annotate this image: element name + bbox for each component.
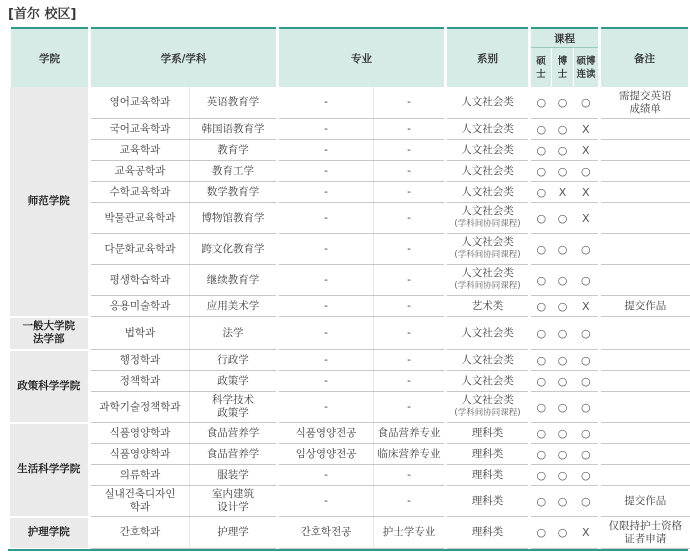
department-kr: 평생학습학과 <box>90 265 190 296</box>
course-doctor-mark: ○ <box>552 140 574 161</box>
department-kr: 법학과 <box>90 317 190 350</box>
course-master-mark: ○ <box>530 161 552 182</box>
header-course-combined: 硕博 连读 <box>574 48 600 87</box>
major-kr: - <box>278 317 374 350</box>
course-combined-mark: ○ <box>574 486 600 517</box>
major-cn: - <box>374 465 446 486</box>
table-row <box>10 234 690 265</box>
course-master-mark: ○ <box>530 465 552 486</box>
college-cell: 师范学院 <box>10 87 90 317</box>
department-cn: 科学技术 政策学 <box>190 392 278 423</box>
table-row <box>10 296 690 317</box>
department-cn: 行政学 <box>190 350 278 371</box>
course-doctor-mark: ○ <box>552 296 574 317</box>
remark-cell <box>600 317 690 350</box>
major-kr: - <box>278 161 374 182</box>
division-cell: 人文社会类 <box>446 161 530 182</box>
major-cn: 护士学专业 <box>374 517 446 549</box>
department-kr: 응용미술학과 <box>90 296 190 317</box>
major-cn: - <box>374 87 446 119</box>
remark-cell: 提交作品 <box>600 486 690 517</box>
header-courses: 课程 <box>530 28 600 48</box>
division-note: (学科间协同课程) <box>454 408 521 418</box>
header-major: 专业 <box>278 28 446 87</box>
department-cn: 食品营养学 <box>190 423 278 444</box>
course-master-mark: ○ <box>530 140 552 161</box>
major-kr: - <box>278 371 374 392</box>
course-combined-mark: X <box>574 182 600 203</box>
course-combined-mark: ○ <box>574 392 600 423</box>
major-cn: - <box>374 140 446 161</box>
course-combined-mark: X <box>574 140 600 161</box>
major-cn: - <box>374 486 446 517</box>
program-table <box>8 27 690 550</box>
department-kr: 행정학과 <box>90 350 190 371</box>
table-row <box>10 119 690 140</box>
major-kr: - <box>278 486 374 517</box>
department-cn: 政策学 <box>190 371 278 392</box>
course-doctor-mark: ○ <box>552 161 574 182</box>
table-row <box>10 392 690 423</box>
department-kr: 식품영양학과 <box>90 423 190 444</box>
major-cn: - <box>374 392 446 423</box>
department-kr: 실내건축디자인 학과 <box>90 486 190 517</box>
department-cn: 数学教育学 <box>190 182 278 203</box>
major-kr: - <box>278 182 374 203</box>
course-doctor-mark: ○ <box>552 444 574 465</box>
course-doctor-mark: ○ <box>552 265 574 296</box>
course-doctor-mark: ○ <box>552 234 574 265</box>
department-kr: 의류학과 <box>90 465 190 486</box>
course-master-mark: ○ <box>530 317 552 350</box>
course-doctor-mark: ○ <box>552 423 574 444</box>
department-kr: 박물관교육학과 <box>90 203 190 234</box>
major-cn: - <box>374 119 446 140</box>
department-cn: 法学 <box>190 317 278 350</box>
bottom-rule <box>8 549 688 551</box>
division-cell: 艺术类 <box>446 296 530 317</box>
department-kr: 수학교육학과 <box>90 182 190 203</box>
college-cell: 政策科学学院 <box>10 350 90 423</box>
remark-cell: 需提交英语 成绩单 <box>600 87 690 119</box>
table-row <box>10 87 690 119</box>
major-cn: 临床营养专业 <box>374 444 446 465</box>
department-kr: 다문화교육학과 <box>90 234 190 265</box>
division-note: (学科间协同课程) <box>454 219 521 229</box>
course-combined-mark: ○ <box>574 371 600 392</box>
department-cn: 食品营养学 <box>190 444 278 465</box>
major-kr: - <box>278 203 374 234</box>
major-kr: - <box>278 465 374 486</box>
division-cell: 人文社会类 <box>446 119 530 140</box>
major-cn: - <box>374 317 446 350</box>
major-kr: - <box>278 392 374 423</box>
department-kr: 과학기술정책학과 <box>90 392 190 423</box>
course-master-mark: ○ <box>530 234 552 265</box>
course-doctor-mark: ○ <box>552 465 574 486</box>
remark-cell <box>600 161 690 182</box>
course-doctor-mark: ○ <box>552 517 574 549</box>
course-combined-mark: ○ <box>574 350 600 371</box>
division-cell: 理科类 <box>446 465 530 486</box>
department-kr: 국어교육학과 <box>90 119 190 140</box>
table-row <box>10 371 690 392</box>
course-doctor-mark: ○ <box>552 87 574 119</box>
course-doctor-mark: ○ <box>552 486 574 517</box>
course-combined-mark: ○ <box>574 423 600 444</box>
course-master-mark: ○ <box>530 517 552 549</box>
table-row <box>10 486 690 517</box>
college-cell: 一般大学院 法学部 <box>10 317 90 350</box>
department-cn: 应用美术学 <box>190 296 278 317</box>
department-cn: 护理学 <box>190 517 278 549</box>
remark-cell <box>600 392 690 423</box>
department-cn: 教育工学 <box>190 161 278 182</box>
division-cell: 人文社会类 (学科间协同课程) <box>446 203 530 234</box>
table-row <box>10 517 690 549</box>
major-kr: 임상영양전공 <box>278 444 374 465</box>
remark-cell <box>600 203 690 234</box>
department-cn: 服装学 <box>190 465 278 486</box>
course-combined-mark: ○ <box>574 444 600 465</box>
division-note: (学科间协同课程) <box>454 250 521 260</box>
course-master-mark: ○ <box>530 392 552 423</box>
header-remarks: 备注 <box>600 28 690 87</box>
header-department: 学系/学科 <box>90 28 278 87</box>
remark-cell <box>600 140 690 161</box>
course-master-mark: ○ <box>530 296 552 317</box>
division-cell: 人文社会类 (学科间协同课程) <box>446 265 530 296</box>
division-cell: 人文社会类 <box>446 371 530 392</box>
table-row <box>10 161 690 182</box>
department-cn: 韩国语教育学 <box>190 119 278 140</box>
remark-cell <box>600 234 690 265</box>
division-cell: 理科类 <box>446 486 530 517</box>
department-kr: 교육공학과 <box>90 161 190 182</box>
course-combined-mark: ○ <box>574 465 600 486</box>
department-cn: 博物馆教育学 <box>190 203 278 234</box>
course-master-mark: ○ <box>530 371 552 392</box>
course-doctor-mark: ○ <box>552 392 574 423</box>
header-course-master: 硕 士 <box>530 48 552 87</box>
department-kr: 교육학과 <box>90 140 190 161</box>
major-kr: - <box>278 119 374 140</box>
remark-cell: 提交作品 <box>600 296 690 317</box>
major-cn: - <box>374 371 446 392</box>
major-cn: - <box>374 350 446 371</box>
major-kr: - <box>278 265 374 296</box>
course-master-mark: ○ <box>530 203 552 234</box>
department-cn: 继续教育学 <box>190 265 278 296</box>
division-cell: 人文社会类 (学科间协同课程) <box>446 234 530 265</box>
college-cell: 护理学院 <box>10 517 90 549</box>
course-master-mark: ○ <box>530 423 552 444</box>
table-row <box>10 423 690 444</box>
course-master-mark: ○ <box>530 119 552 140</box>
major-cn: 食品营养专业 <box>374 423 446 444</box>
department-cn: 英语教育学 <box>190 87 278 119</box>
table-row <box>10 465 690 486</box>
remark-cell <box>600 444 690 465</box>
table-row <box>10 317 690 350</box>
department-cn: 跨文化教育学 <box>190 234 278 265</box>
course-master-mark: ○ <box>530 444 552 465</box>
table-row <box>10 182 690 203</box>
division-cell: 理科类 <box>446 444 530 465</box>
header-course-doctor: 博 士 <box>552 48 574 87</box>
division-note: (学科间协同课程) <box>454 281 521 291</box>
course-combined-mark: ○ <box>574 234 600 265</box>
major-kr: - <box>278 234 374 265</box>
table-row <box>10 444 690 465</box>
department-cn: 室内建筑 设计学 <box>190 486 278 517</box>
table-row <box>10 203 690 234</box>
division-cell: 人文社会类 <box>446 317 530 350</box>
major-cn: - <box>374 234 446 265</box>
department-kr: 정책학과 <box>90 371 190 392</box>
header-division: 系别 <box>446 28 530 87</box>
remark-cell <box>600 423 690 444</box>
course-combined-mark: ○ <box>574 87 600 119</box>
major-cn: - <box>374 203 446 234</box>
course-combined-mark: ○ <box>574 317 600 350</box>
campus-title: [首尔 校区] <box>8 7 77 22</box>
remark-cell <box>600 465 690 486</box>
department-kr: 식품영양학과 <box>90 444 190 465</box>
course-master-mark: ○ <box>530 350 552 371</box>
major-kr: - <box>278 87 374 119</box>
program-rows <box>10 87 690 549</box>
course-combined-mark: X <box>574 119 600 140</box>
division-cell: 人文社会类 <box>446 87 530 119</box>
course-combined-mark: X <box>574 296 600 317</box>
course-master-mark: ○ <box>530 486 552 517</box>
remark-cell: 仅限持护士资格 证者申请 <box>600 517 690 549</box>
course-master-mark: ○ <box>530 265 552 296</box>
remark-cell <box>600 371 690 392</box>
course-master-mark: ○ <box>530 182 552 203</box>
course-combined-mark: X <box>574 203 600 234</box>
college-cell: 生活科学学院 <box>10 423 90 517</box>
course-doctor-mark: ○ <box>552 317 574 350</box>
course-doctor-mark: ○ <box>552 119 574 140</box>
division-cell: 人文社会类 <box>446 350 530 371</box>
course-doctor-mark: ○ <box>552 371 574 392</box>
department-kr: 간호학과 <box>90 517 190 549</box>
division-cell: 人文社会类 <box>446 182 530 203</box>
course-combined-mark: ○ <box>574 265 600 296</box>
division-cell: 人文社会类 (学科间协同课程) <box>446 392 530 423</box>
remark-cell <box>600 265 690 296</box>
header-college: 学院 <box>10 28 90 87</box>
major-kr: 간호학전공 <box>278 517 374 549</box>
major-kr: - <box>278 140 374 161</box>
major-cn: - <box>374 265 446 296</box>
remark-cell <box>600 119 690 140</box>
department-cn: 教育学 <box>190 140 278 161</box>
course-doctor-mark: ○ <box>552 350 574 371</box>
remark-cell <box>600 350 690 371</box>
table-row <box>10 350 690 371</box>
division-cell: 人文社会类 <box>446 140 530 161</box>
major-cn: - <box>374 182 446 203</box>
major-kr: - <box>278 296 374 317</box>
major-cn: - <box>374 296 446 317</box>
major-cn: - <box>374 161 446 182</box>
course-master-mark: ○ <box>530 87 552 119</box>
course-doctor-mark: X <box>552 182 574 203</box>
department-kr: 영어교육학과 <box>90 87 190 119</box>
remark-cell <box>600 182 690 203</box>
major-kr: - <box>278 350 374 371</box>
division-cell: 理科类 <box>446 423 530 444</box>
major-kr: 식품영양전공 <box>278 423 374 444</box>
course-combined-mark: X <box>574 517 600 549</box>
course-doctor-mark: ○ <box>552 203 574 234</box>
course-combined-mark: ○ <box>574 161 600 182</box>
table-row <box>10 140 690 161</box>
table-row <box>10 265 690 296</box>
division-cell: 理科类 <box>446 517 530 549</box>
